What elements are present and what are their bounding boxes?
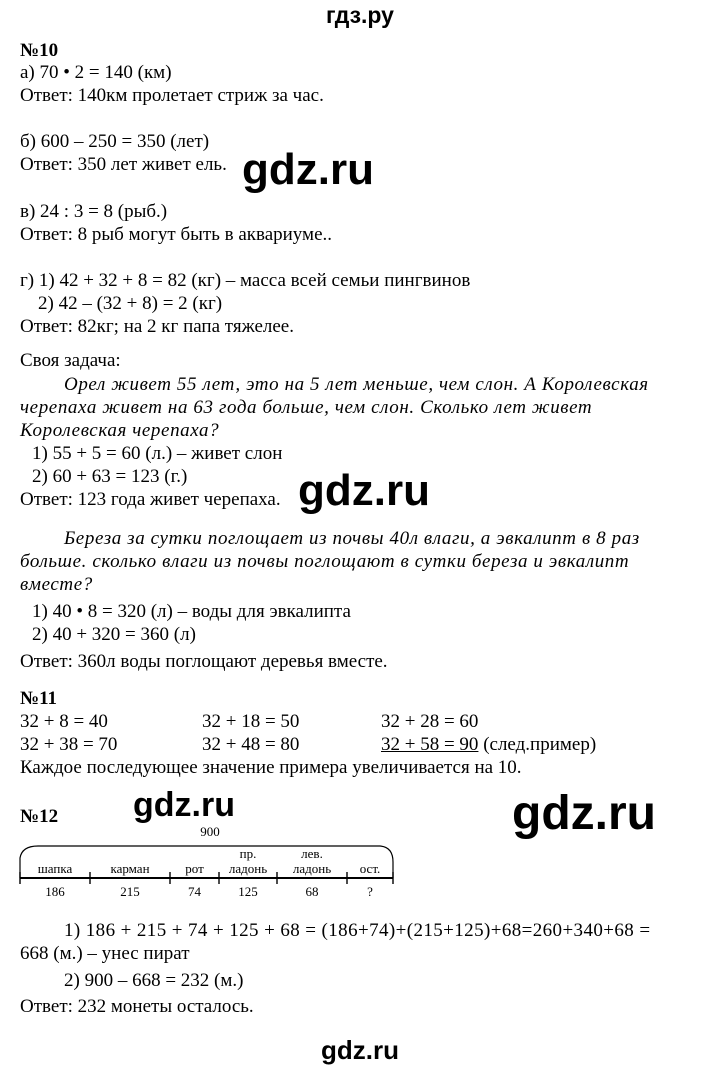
task-10-b-solution: б) 600 – 250 = 350 (лет) <box>20 131 210 152</box>
own-task-1-line2: черепаха живет на 63 года больше, чем слон. Сколько лет живет <box>20 397 593 418</box>
watermark-2: gdz.ru <box>298 466 430 515</box>
task-12-step2: 2) 900 – 668 = 232 (м.) <box>64 970 244 991</box>
task-11-eq6: 32 + 58 = 90 <box>381 734 479 755</box>
task-11-eq1: 32 + 8 = 40 <box>20 711 108 732</box>
task-11-conclusion: Каждое последующее значение примера увеличивается на 10. <box>20 757 522 778</box>
diagram-segment-value: 74 <box>188 884 201 899</box>
own-task-2-line3: вместе? <box>20 574 93 595</box>
task-12-step1-cont: 668 (м.) – унес пират <box>20 943 190 964</box>
watermark-1: gdz.ru <box>242 145 374 194</box>
own-task-heading: Своя задача: <box>20 350 121 371</box>
own-task-1-answer: Ответ: 123 года живет черепаха. <box>20 489 281 510</box>
diagram-total-brace <box>20 846 393 878</box>
own-task-1-step1: 1) 55 + 5 = 60 (л.) – живет слон <box>32 443 283 464</box>
task-10-v-answer: Ответ: 8 рыб могут быть в аквариуме.. <box>20 224 333 245</box>
own-task-1-line3: Королевская черепаха? <box>20 420 220 441</box>
task-10-b-answer: Ответ: 350 лет живет ель. <box>20 154 227 175</box>
task-10-a-solution: а) 70 • 2 = 140 (км) <box>20 62 172 83</box>
diagram-segment-value: ? <box>367 884 373 899</box>
task-12-step1: 1) 186 + 215 + 74 + 125 + 68 = (186+74)+(215+125)+68=260+340+68 = <box>64 920 651 941</box>
own-task-2-line2: больше. сколько влаги из почвы поглощают в сутки береза и эвкалипт <box>20 551 630 572</box>
diagram-segment-label: ладонь <box>228 861 268 876</box>
own-task-2-step2: 2) 40 + 320 = 360 (л) <box>32 624 196 645</box>
diagram-segment-label: ладонь <box>292 861 332 876</box>
diagram-segment-value: 215 <box>120 884 140 899</box>
task-10-title: №10 <box>20 40 59 61</box>
task-10-g-answer: Ответ: 82кг; на 2 кг папа тяжелее. <box>20 316 294 337</box>
diagram-total: 900 <box>200 824 220 839</box>
task-11-eq6-note: (след.пример) <box>478 734 597 755</box>
task-10-g-step2: 2) 42 – (32 + 8) = 2 (кг) <box>38 293 223 314</box>
diagram-segment-value: 125 <box>238 884 258 899</box>
task-11-eq3: 32 + 28 = 60 <box>381 711 479 732</box>
task-11-eq4: 32 + 38 = 70 <box>20 734 118 755</box>
diagram-segments <box>20 846 393 899</box>
own-task-2-step1: 1) 40 • 8 = 320 (л) – воды для эвкалипта <box>32 601 351 622</box>
diagram-segment-value: 186 <box>45 884 65 899</box>
task-11-eq5: 32 + 48 = 80 <box>202 734 300 755</box>
task-11-title: №11 <box>20 688 58 709</box>
task-10-g-step1: г) 1) 42 + 32 + 8 = 82 (кг) – масса всей семьи пингвинов <box>20 270 471 291</box>
diagram-segment-label: карман <box>110 861 150 876</box>
own-task-2-answer: Ответ: 360л воды поглощают деревья вместе. <box>20 651 388 672</box>
watermark-4: gdz.ru <box>512 787 656 840</box>
diagram-segment-value: 68 <box>305 884 319 899</box>
watermark-bottom: gdz.ru <box>321 1035 399 1065</box>
own-task-2-line1: Береза за сутки поглощает из почвы 40л влаги, а эвкалипт в 8 раз <box>64 528 640 549</box>
watermark-top: гдз.ру <box>326 2 394 28</box>
task-12-title: №12 <box>20 806 59 827</box>
own-task-1-step2: 2) 60 + 63 = 123 (г.) <box>32 466 188 487</box>
watermark-3: gdz.ru <box>133 786 235 824</box>
diagram-segment-label-top: пр. <box>239 846 257 861</box>
diagram-segment-label: ост. <box>359 861 381 876</box>
diagram-segment-label: шапка <box>37 861 73 876</box>
task-10-v-solution: в) 24 : 3 = 8 (рыб.) <box>20 201 168 222</box>
task-10-a-answer: Ответ: 140км пролетает стриж за час. <box>20 85 324 106</box>
task-12-answer: Ответ: 232 монеты осталось. <box>20 996 254 1017</box>
task-11-eq2: 32 + 18 = 50 <box>202 711 300 732</box>
own-task-1-line1: Орел живет 55 лет, это на 5 лет меньше, чем слон. А Королевская <box>64 374 649 395</box>
diagram-segment-label-top: лев. <box>301 846 323 861</box>
diagram-segment-label: рот <box>185 861 204 876</box>
